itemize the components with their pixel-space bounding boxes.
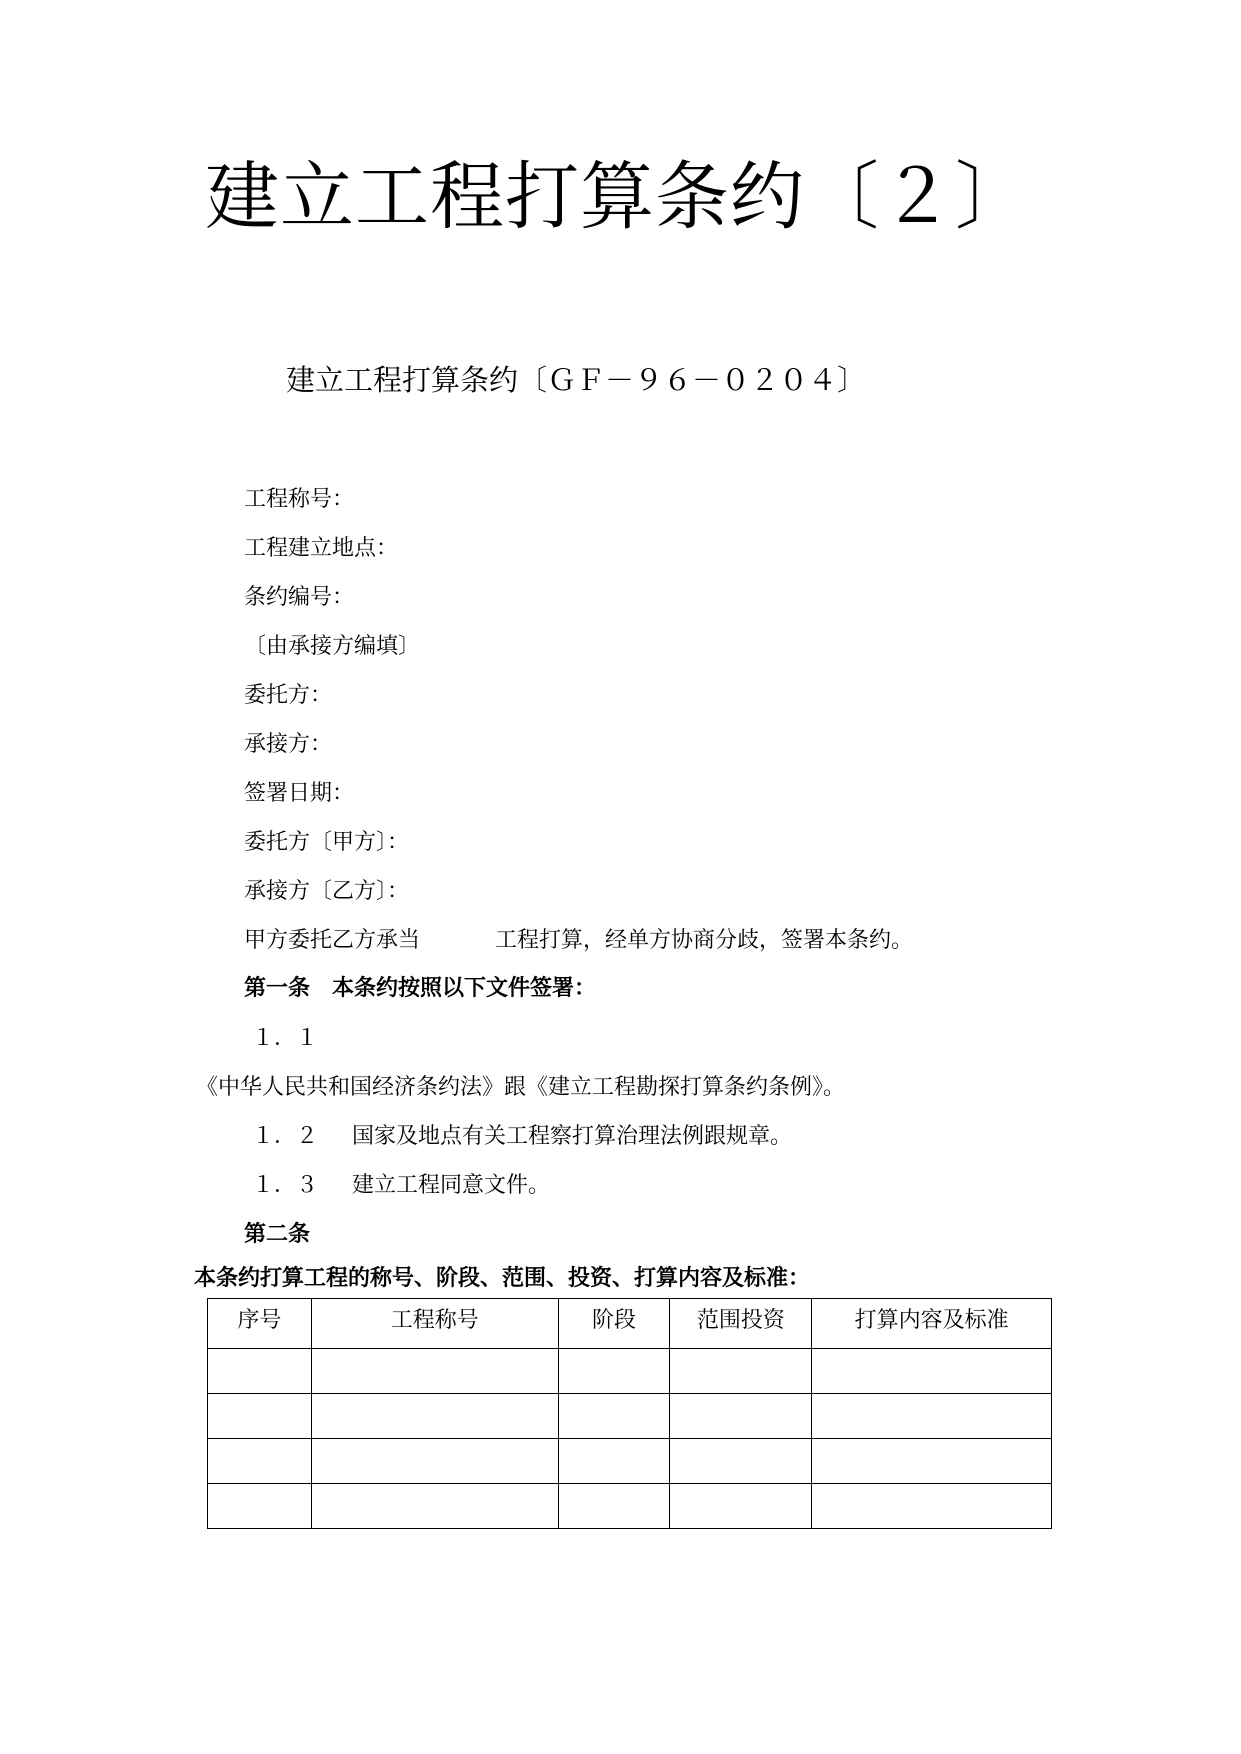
table-header-row <box>208 1299 1052 1349</box>
project-table <box>207 1298 1052 1529</box>
table-cell <box>208 1439 312 1484</box>
field-client: 委托方： <box>244 683 333 708</box>
article-1-item-2-text: 国家及地点有关工程察打算治理法例跟规章。 <box>352 1124 793 1149</box>
table-row <box>208 1349 1052 1394</box>
article-1-item-2 <box>252 1121 792 1153</box>
article-1-item-2-number: １．２ <box>252 1124 319 1149</box>
header-scope-investment: 范围投资 <box>670 1299 812 1349</box>
header-stage: 阶段 <box>558 1299 670 1349</box>
table-cell <box>311 1439 558 1484</box>
table-row <box>208 1439 1052 1484</box>
intro-part-1: 甲方委托乙方承当 <box>244 928 421 953</box>
table-cell <box>311 1394 558 1439</box>
article-2-heading: 第二条 <box>244 1222 311 1247</box>
table-cell <box>208 1349 312 1394</box>
party-b-line: 承接方〔乙方〕： <box>244 879 410 904</box>
intro-paragraph <box>244 925 913 957</box>
table-row <box>208 1394 1052 1439</box>
document-title: 建立工程打算条约〔２〕 <box>205 154 1030 240</box>
table-cell <box>558 1484 670 1529</box>
table-cell <box>311 1349 558 1394</box>
header-project-name: 工程称号 <box>311 1299 558 1349</box>
table-cell <box>670 1484 812 1529</box>
table-cell <box>208 1484 312 1529</box>
intro-part-2: 工程打算，经单方协商分歧，签署本条约。 <box>495 928 914 953</box>
field-contract-no: 条约编号： <box>244 585 355 610</box>
article-1-item-1-text: 《中华人民共和国经济条约法》跟《建立工程勘探打算条约条例》。 <box>196 1075 846 1100</box>
table-cell <box>558 1349 670 1394</box>
table-cell <box>670 1394 812 1439</box>
article-2-text: 本条约打算工程的称号、阶段、范围、投资、打算内容及标准： <box>194 1266 811 1291</box>
table-cell <box>812 1439 1052 1484</box>
party-a-line: 委托方〔甲方〕： <box>244 830 410 855</box>
table-row <box>208 1484 1052 1529</box>
document-subtitle: 建立工程打算条约〔ＧＦ－９６－０２０４〕 <box>286 363 867 397</box>
field-contract-no-note: 〔由承接方编填〕 <box>244 634 421 659</box>
table-cell <box>812 1394 1052 1439</box>
table-cell <box>208 1394 312 1439</box>
table-cell <box>558 1394 670 1439</box>
table-cell <box>670 1349 812 1394</box>
table-cell <box>670 1439 812 1484</box>
article-1-item-1-number: １．１ <box>252 1026 319 1051</box>
field-sign-date: 签署日期： <box>244 781 355 806</box>
article-1-heading: 第一条 本条约按照以下文件签署： <box>244 976 597 1001</box>
table-cell <box>812 1484 1052 1529</box>
table-cell <box>558 1439 670 1484</box>
header-serial-no: 序号 <box>208 1299 312 1349</box>
field-project-location: 工程建立地点： <box>244 536 399 561</box>
table-cell <box>812 1349 1052 1394</box>
article-1-item-3 <box>252 1170 550 1202</box>
field-project-name: 工程称号： <box>244 487 355 512</box>
header-design-content: 打算内容及标准 <box>812 1299 1052 1349</box>
article-1-item-3-number: １．３ <box>252 1173 319 1198</box>
field-contractor: 承接方： <box>244 732 333 757</box>
article-1-item-3-text: 建立工程同意文件。 <box>352 1173 551 1198</box>
table-cell <box>311 1484 558 1529</box>
